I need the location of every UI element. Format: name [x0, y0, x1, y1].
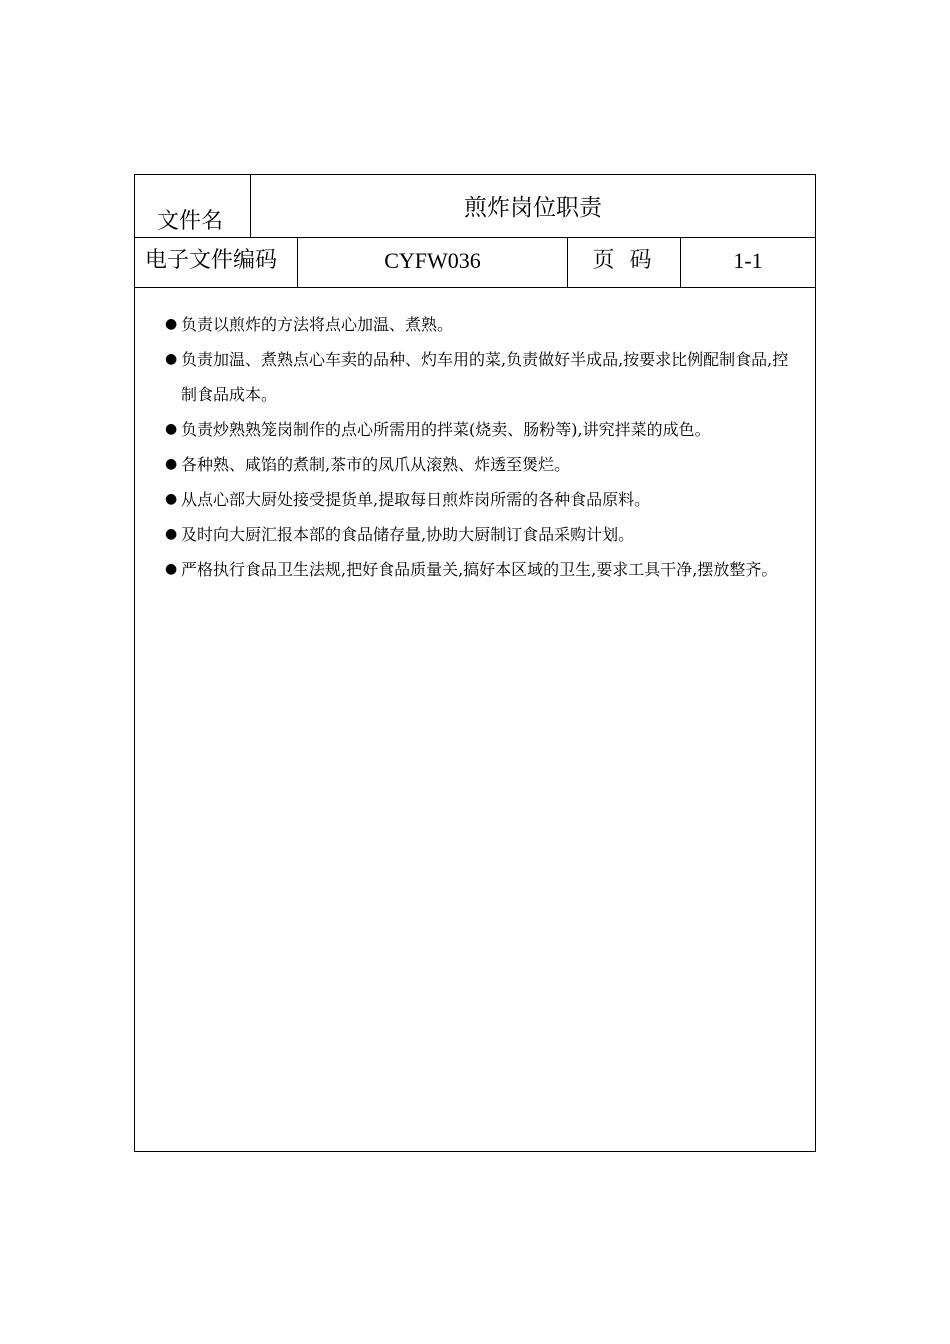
bullet-icon: ●	[165, 456, 178, 472]
list-item	[165, 482, 795, 517]
list-item-text: 负责加温、煮熟点心车卖的品种、灼车用的菜,负责做好半成品,按要求比例配制食品,控制食品成本。	[181, 350, 789, 404]
document-code: CYFW036	[298, 237, 568, 287]
list-item	[165, 307, 795, 342]
header-row-code	[135, 237, 815, 288]
bullet-icon: ●	[165, 491, 178, 507]
job-duty-form	[134, 174, 816, 1152]
filename-label-cell	[135, 175, 251, 237]
list-item-text: 从点心部大厨处接受提货单,提取每日煎炸岗所需的各种食品原料。	[181, 490, 651, 509]
bullet-icon: ●	[165, 526, 178, 542]
list-item-text: 负责炒熟熟笼岗制作的点心所需用的拌菜(烧卖、肠粉等),讲究拌菜的成色。	[181, 420, 711, 439]
bullet-icon: ●	[165, 561, 178, 577]
document-title: 煎炸岗位职责	[464, 195, 602, 221]
page-label: 页 码	[568, 237, 681, 287]
list-item	[165, 447, 795, 482]
duty-list	[165, 307, 795, 587]
list-item-text: 负责以煎炸的方法将点心加温、煮熟。	[181, 315, 454, 334]
header-row-title	[135, 175, 815, 238]
list-item-text: 各种熟、咸馅的煮制,茶市的凤爪从滚熟、炸透至煲烂。	[181, 455, 571, 474]
list-item-text: 及时向大厨汇报本部的食品储存量,协助大厨制订食品采购计划。	[181, 525, 635, 544]
bullet-icon: ●	[165, 421, 178, 437]
efile-label: 电子文件编码	[135, 237, 298, 287]
page-number: 1-1	[733, 248, 763, 273]
bullet-icon: ●	[165, 351, 178, 367]
bullet-icon: ●	[165, 316, 178, 332]
filename-label: 文件名	[157, 209, 224, 234]
list-item	[165, 552, 795, 587]
list-item	[165, 517, 795, 552]
list-item-text: 严格执行食品卫生法规,把好食品质量关,搞好本区域的卫生,要求工具干净,摆放整齐。	[181, 560, 778, 579]
list-item	[165, 412, 795, 447]
list-item	[165, 342, 795, 412]
